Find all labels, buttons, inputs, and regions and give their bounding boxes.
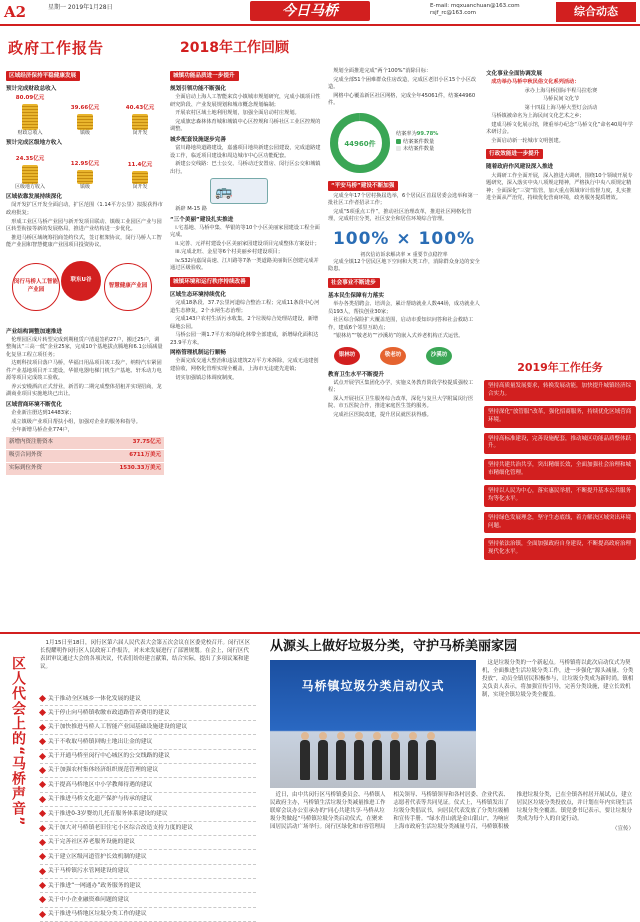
list-item: ii.完善、元祥村建设小区美丽家园建设项目完成整体方案设计；: [175, 240, 320, 247]
report-column-4: [486, 68, 636, 204]
tasks-2019: [484, 360, 636, 565]
coin-item: [116, 105, 164, 137]
person-figure: [408, 740, 418, 780]
paragraph: 达则科技项目落户马桥，华福日用品项目竣工投产，纳特汽车紧固件产业基地项目开工建设，华银电器电梯门机生产基地、轩禾动力电源等项目完成竣工验收。: [6, 360, 162, 382]
contact-email-2: rsjf_rc@163.com: [430, 10, 476, 17]
tag-shaxifang: 沙溪坊: [426, 347, 452, 365]
paragraph: 新建公交线路：巴士公交、马桥动迁安置房、闵行区公交和城镇出行。: [170, 161, 321, 175]
list-item: i.宅基地、马桥中集、华银的等10个小区美丽家园建设工程全面完成。: [170, 224, 320, 239]
masthead: [0, 0, 640, 26]
paragraph: 推进马桥区域统筹招商签约仪式，签订框架协议，闵行马桥人工智能产业园和智慧健康产业园项目投资协议。: [6, 234, 162, 249]
list-item: [40, 822, 256, 836]
paragraph: 成立镇级产业项目帮扶小组，加强对企业的服务和指导。: [11, 418, 141, 425]
intro-paragraph: 1月15日至18日，闵行区第六届人民代表大会第五次会议在区委党校召开。闵行区区长倪耀明作闵行区人民政府工作报告，对未来发展进行了部署规划。在会上，闵行区代表团审议通过大会的各项决议，代表们纷纷建言献策，结合实际，提出了多项议案和建议。: [40, 640, 250, 670]
paragraph: 富川路地块道路建设，嘉盛项目地块新建公园建设，完成道路建设工作，临近项目建设和周边城市中心区功能配套。: [170, 144, 321, 159]
sub-heading: 区域生态环境持续优化: [170, 292, 226, 299]
donut-rate-value: 99.78%: [416, 131, 439, 138]
paragraph: “银林坊”“敬老坊”“沙溪坊”的嵌入式养老机构正式运营。: [333, 333, 464, 340]
photo-banner-text: 马桥镇垃圾分类启动仪式: [301, 679, 445, 693]
proposal-text: 关于推动全区城乡一体化发展的建议: [48, 695, 141, 702]
coin-value: 40.43亿元: [125, 105, 155, 111]
list-item: [40, 721, 256, 735]
big-percentage: 100% × 100%: [332, 228, 476, 249]
paragraph: 深入开展社区卫生服务综合改革，深化与复旦大学附属闵行医院、市五医院合作，推进家庭医生签约服务。: [328, 395, 474, 410]
contact-info: [430, 3, 520, 17]
sub-heading: 教育卫生水平不断提升: [328, 371, 384, 378]
diamond-bullet-icon: [39, 753, 46, 760]
coin-value: 12.95亿元: [70, 161, 100, 168]
paragraph: 全面启动新一轮城市文明创建。: [491, 137, 564, 144]
paragraph: 完成旗忠森林体育城和城镇中心区控规和马桥社区工业区控规的调整。: [170, 118, 321, 133]
paragraph: 马桥公园一期1.7平方米的绿化林带全部建成，新增绿化面积达23.9平方米。: [170, 332, 319, 346]
coin-value: 11.4亿元: [127, 162, 153, 169]
proposal-text: 关于加强农村集体经济组织规范管理的建议: [48, 767, 159, 774]
person-figure: [372, 740, 382, 780]
paragraph: 养云安缦酒店正式营业，新晋的二期完成整体招租并实现招商，龙湖商业项目实施地块已出让。: [6, 383, 162, 398]
paragraph: 成功举办马桥中秋民俗文化系列活动：: [491, 79, 580, 86]
sub-heading: 基本民生保障有力落实: [328, 292, 384, 299]
diamond-bullet-icon: [39, 767, 46, 774]
report-column-1: [6, 68, 164, 476]
sub-heading: 区域依靠发展持续深化: [6, 194, 62, 201]
table-value: 1530.33万美元: [87, 462, 164, 475]
news-headline: 从源头上做好垃圾分类，守护马桥美丽家园: [270, 639, 518, 654]
list-item: [40, 865, 256, 879]
diamond-bullet-icon: [39, 853, 46, 860]
venn-circle-center: 联东U谷: [61, 261, 101, 301]
list-item: [40, 807, 256, 821]
paragraph: 完成社区医院改建，提升居民就医获得感。: [333, 411, 432, 418]
coin-item: [61, 161, 109, 191]
paragraph: 举办各类招聘会、培训会，累计帮助就业人数44场，成功就业人员193人，帮扶创业30家；: [328, 301, 480, 315]
legend-entry: [396, 146, 438, 154]
paragraph: 试点开展学区集团化办学，实施义务教育阶段学校提质强校工程；: [328, 379, 474, 394]
sub-heading: 预计完成财政总收入: [6, 86, 57, 93]
coin-caption: 区级地方收入: [14, 184, 45, 191]
coin-stack: [22, 165, 38, 184]
task-item: 坚持共建共治共享，突出精细长效，全面加强社会治理和城市精细化管理。: [484, 459, 636, 480]
venn-circle-ai-park: 闵行马桥人工智能产业园: [12, 263, 60, 311]
list-item: [40, 879, 256, 893]
coin-caption: 闵开发: [132, 129, 148, 136]
table-value: 6711万美元: [87, 449, 164, 462]
proposal-text: 关于推进马桥文化遗产保护与传承的建议: [48, 796, 153, 803]
sub-heading: 网格管理机制运行顺畅: [170, 350, 226, 357]
diamond-bullet-icon: [39, 695, 46, 702]
list-item: 第十四届上海马桥大型灯会活动: [524, 104, 598, 111]
government-report: [0, 30, 640, 628]
percentage-caption: 初次信访诉求解决率 × 重要节点稳控率: [360, 251, 448, 258]
person-figure: [390, 740, 400, 780]
paragraph: 完成全部51个困难群众住房改造，完成区老旧小区15个小区改造。: [328, 76, 477, 91]
list-item: [40, 706, 256, 720]
diamond-bullet-icon: [39, 709, 46, 716]
proposal-text: 关于马桥镇污水管网建设的建议: [48, 868, 130, 875]
proposal-text: 关于推进马桥地区垃圾分类工作的建议: [48, 911, 147, 918]
venn-circle-health-park: 智慧健康产业园: [104, 263, 152, 311]
coin-chart-2: [6, 149, 164, 191]
paragraph: 伦理园区成片转型完成到期租赁户清退签约27户，搬迁25户，调整淘汰“三高一低”企业25家，完成10个基地拔点腾地和6.1公顷减量化复垦工程立项任务；: [6, 336, 163, 358]
contact-email-1: E-mail: mqxuanchuan@163.com: [430, 3, 520, 9]
proposal-text: 关于完善社区养老服务设施的建议: [48, 839, 135, 846]
legend-label: 结案案件数量: [403, 138, 435, 145]
masthead-rule: [0, 24, 640, 26]
bottom-section: [0, 632, 640, 918]
paragraph: 社区综合保险扩大覆盖范围，启动市委知识问答和社会救助工作，建成6个邻里互助点；: [328, 317, 474, 331]
paragraph: 网格中心覆盖新区社区网格，完成全年45061件，结案44960件。: [328, 92, 476, 107]
coin-item: [6, 95, 54, 137]
donut-rate-label: 结案率为: [396, 131, 417, 138]
table-row: [6, 449, 164, 462]
elderly-care-tags: [328, 343, 480, 369]
issue-date: 星期一 2019年1月28日: [48, 4, 113, 11]
paragraph: 完成全镇12个居民区地下空间和大类工作，消除群众身边的安全隐患。: [328, 258, 480, 273]
person-figure: [354, 740, 364, 780]
paragraph: 马桥镇被命名为上海民间文化艺术之乡；: [491, 113, 585, 120]
bus-illustration: [210, 178, 268, 204]
list-item: [40, 893, 256, 907]
coin-chart-1: [6, 95, 164, 137]
list-item: iv.S32向嘉闵高速、江川路等7条一类道路美丽街区创建完成并通过区级验收。: [170, 257, 319, 272]
task-item: 坚持绿色发展理念，坚守生态底线，着力解决区域突出环境问题。: [484, 512, 636, 533]
section-heading: 城镇功能品质进一步提升: [170, 71, 239, 81]
proposal-text: 关于停止向马桥镇收缴市政道路管养费用的建议: [48, 709, 170, 716]
paragraph: 规划全面推进完成“两个100%”消除目标：: [333, 68, 432, 74]
person-figure: [318, 740, 328, 780]
paragraph: 企业新注册达到14483家；: [11, 410, 75, 417]
coin-stack: [132, 114, 148, 130]
news-right-column: [482, 660, 634, 701]
article-signature: （宣传）: [611, 825, 634, 832]
sub-heading: 文化事业全面协调发展: [486, 71, 542, 77]
tag-yinlinfang: 银林坊: [334, 347, 360, 365]
paragraph: 形成工业区马桥产业园与新开发项目联动、镇级工业园区产业与园区转型衔接等新的发展格局，推进产业结构进一步优化。: [6, 218, 162, 233]
table-row: [6, 437, 164, 449]
coin-value: 24.35亿元: [15, 156, 45, 163]
person-figure: [300, 740, 310, 780]
report-column-2: [170, 68, 322, 383]
section-heading: 行政效能进一步提升: [486, 149, 543, 159]
case-donut: [328, 111, 392, 175]
paragraph: 这是垃圾分类的一个新起点。马桥镇将以此次启动仪式为契机，全面推进生活垃圾分类工作，进一步强化“源头减量、分类投放”，动员全镇居民积极参与，让垃圾分类成为新时尚。镇相关负责人表示，将加强宣传引导，完善分类设施，建立长效机制，实现全镇垃圾分类全覆盖。: [482, 660, 634, 698]
donut-center-label: 44960件: [344, 139, 376, 148]
coin-caption: 镇级: [79, 184, 90, 191]
diamond-bullet-icon: [39, 724, 46, 731]
coin-caption: 财政总收入: [17, 129, 43, 136]
paragraph: 开展农村区域土地利用规划，加强全面启动村庄规划。: [175, 110, 300, 117]
bus-route-label: 新辟 M-15 路: [175, 206, 207, 213]
proposal-text: 关于推进0-3岁婴幼儿托育服务体系建设的建议: [48, 810, 168, 817]
diamond-bullet-icon: [39, 839, 46, 846]
diamond-bullet-icon: [39, 824, 46, 831]
coin-stack: [77, 114, 93, 130]
task-item: 坚持依法治镇，全面加强政府自身建设，不断提高政府治理现代化水平。: [484, 538, 636, 559]
list-item: [40, 692, 256, 706]
paragraph: 闵开发扩区开发全面启动，扩区范围（1.14平方公里）拟报获得市政府批复；: [6, 202, 163, 216]
list-item: 承办上海马桥国际半程马拉松赛: [524, 87, 598, 94]
paragraph: 大调研工作全面开展，深入推进大调研，围绕10个领域开展专题研究，深入落实中央八项规定精神，严格执行中央八项规定精神；全面深化“三资”监管，加大重点领域审计监督力度，扎实推进全面从严治党，持续优化营商环境，政务服务提质增效。: [486, 172, 633, 202]
page-code: A2: [4, 3, 27, 21]
paragraph: 切实加强镇总体调度制度。: [175, 374, 238, 381]
sub-heading: 规划引领功能不断强化: [170, 86, 226, 93]
vertical-title: 区人代会上的“马桥声音”: [10, 656, 26, 827]
sub-heading: 随着政府作风建设深入推进: [486, 164, 554, 171]
proposal-text: 关于加大对马桥镇老旧住宅小区综合改造支持力度的建议: [48, 825, 193, 832]
table-label: 实际到位外资: [6, 462, 87, 475]
coin-caption: 镇级: [79, 129, 90, 136]
sub-heading: 区域营商环境不断优化: [6, 401, 62, 408]
diamond-bullet-icon: [39, 911, 46, 918]
coin-item: [61, 105, 109, 137]
donut-rate: [396, 131, 438, 139]
bus-icon: 🚌: [215, 184, 233, 201]
list-item: [40, 908, 256, 922]
donut-legend: [396, 131, 438, 154]
proposal-text: 关于建立区级河道管护长效机制的建议: [48, 853, 147, 860]
paragraph: 建成马桥文化展示馆，隆重举办纪念“马桥文化”命名40周年学术研讨会。: [486, 121, 633, 136]
task-item: 坚持深化“放管服”改革，强化招商服务，持续优化区域营商环境。: [484, 406, 636, 427]
person-figure: [426, 740, 436, 780]
paragraph: 完成143户农村生活污水收集，2个垃圾综合处理站建设，新增绿地公园。: [170, 316, 319, 330]
legend-swatch: [396, 139, 401, 144]
sub-heading: 预计完成区级地方收入: [6, 140, 62, 147]
industry-park-diagram: [6, 253, 164, 325]
sub-heading: 城乡配套设施逐步完善: [170, 136, 226, 143]
paragraph: 全面完成交通大整治和违法建筑2万平方米拆除，完成无违建创建验收，网格化管理实现全覆盖，上海市无违建先进镇；: [170, 358, 319, 372]
list-item: 马桥民间文化节: [542, 96, 580, 103]
table-label: 吸引合同外资: [6, 449, 87, 462]
diamond-bullet-icon: [39, 896, 46, 903]
coin-item: [116, 162, 164, 191]
task-item: 坚持高质量发展要求，转换发展动能，加快提升城镇经济综合实力。: [484, 380, 636, 401]
news-body: [270, 792, 634, 834]
paragraph: 全面启动上海人工智能来宾小镇城市规划研究，完成小镇项目性研究阶段、产业发展规划和城市概念规划编制；: [170, 94, 321, 108]
coin-stack: [22, 104, 38, 130]
diamond-bullet-icon: [39, 781, 46, 788]
person-figure: [336, 740, 346, 780]
paragraph: 完成“5项重点工作”，推动社区治理改革，推进社区网格化管理，完成村庄分类，社区安全和居住环境综合管理。: [328, 208, 472, 223]
section-heading: 区域经济保持平稳健康发展: [6, 71, 80, 81]
report-title: 政府工作报告: [8, 39, 105, 57]
coin-caption: 闵开发: [132, 184, 148, 191]
list-item: [40, 850, 256, 864]
list-item: [40, 764, 256, 778]
proposal-text: 关于推进“一网通办”政务服务的建议: [48, 882, 141, 889]
section-tag: 综合动态: [556, 2, 636, 22]
table-value: 37.75亿元: [87, 437, 164, 449]
diamond-bullet-icon: [39, 810, 46, 817]
paragraph: 完成18条段、37.7公里河道综合整治工程；完成11条段中心河道生态修复，2个水闸生态治理；: [170, 300, 320, 314]
proposal-text: 关于中小企业融资难问题的建议: [48, 896, 130, 903]
paragraph: 近日，由中共闵行区马桥镇委员会、马桥镇人民政府主办，马桥镇生活垃圾分类减量推进工作联席会议办公室承办的“同心共建共享·马桥从垃圾分类做起”马桥镇垃圾分类启动仪式，在聚来园居民活动广场举行。闵行区绿化和市容管理局相关领导、马桥镇领导和各村居委、企业代表、志愿者代表等共同见证。仪式上，马桥镇发出了垃圾分类倡议书，向居民代表发放了分类垃圾桶和宣传手册。“绿水青山就是金山银山”，为响应上海市政府生活垃圾分类减量号召，马桥镇积极推进垃圾分类，已在全镇各村居开展试点，建立居民区垃圾分类投放点，并计划在年内实现生活垃圾分类全覆盖。镇党委书记表示，要让垃圾分类成为每个人的自觉行动。: [270, 792, 633, 830]
paragraph: 完成全年17个居村换届选举，6个居民区首届居委会选举和第一批社区工作者招录工作；: [328, 192, 478, 207]
newspaper-brand: 今日马桥: [250, 1, 370, 21]
section-heading: 城镇环境和运行秩序持续改善: [170, 277, 250, 287]
coin-item: [6, 156, 54, 191]
diamond-bullet-icon: [39, 868, 46, 875]
proposal-text: 关于提高马桥地区中小学教师待遇的建议: [48, 781, 153, 788]
section-heading: 社会事业不断进步: [328, 278, 380, 288]
proposal-text: 关于开通马桥至闵行中心城区的公交线路的建议: [48, 753, 170, 760]
list-item: [40, 793, 256, 807]
coin-stack: [132, 171, 148, 184]
list-item: [40, 778, 256, 792]
coin-stack: [77, 170, 93, 184]
list-item: iii.完成北旺、金星等6个村美丽乡村建设项目；: [175, 249, 284, 256]
ceremony-photo: [270, 660, 476, 788]
task-item: 坚持以人民为中心，落实惠民举措，不断提升基本公共服务均等化水平。: [484, 485, 636, 506]
list-item: [40, 836, 256, 850]
tasks-title: 2019年工作任务: [517, 361, 603, 374]
table-label: 新增内资注册资本: [6, 437, 87, 449]
section-heading: “平安马桥”建设不断加强: [328, 181, 398, 191]
coin-value: 39.66亿元: [70, 105, 100, 111]
paragraph: 全年新增马桥企业774户，: [11, 427, 73, 434]
legend-swatch: [396, 146, 401, 151]
tag-jinglaofang: 敬老坊: [380, 347, 406, 365]
proposal-text: 关于不收取马桥镇回购土地出让金的建议: [48, 738, 153, 745]
sub-heading: “三个美丽”建设扎实推进: [170, 216, 234, 223]
diamond-bullet-icon: [39, 882, 46, 889]
case-closure-chart: [328, 111, 480, 175]
list-item: [40, 750, 256, 764]
proposal-list: [40, 692, 256, 922]
diamond-bullet-icon: [39, 796, 46, 803]
report-column-3: [328, 68, 480, 420]
sub-heading: 产业结构调整加速推进: [6, 328, 62, 335]
diamond-bullet-icon: [39, 738, 46, 745]
table-row: [6, 462, 164, 475]
work-review-title: 2018年工作回顾: [180, 40, 289, 56]
list-item: [40, 735, 256, 749]
coin-value: 80.09亿元: [15, 95, 45, 101]
task-item: 坚持高标准建设，完善设施配套，推动城区功能品质整体跃升。: [484, 433, 636, 454]
proposal-text: 关于加快推进马桥人工智能产业园基础设施建设的建议: [48, 724, 188, 731]
legend-label: 未结案件数量: [403, 146, 435, 153]
investment-table: [6, 437, 164, 476]
